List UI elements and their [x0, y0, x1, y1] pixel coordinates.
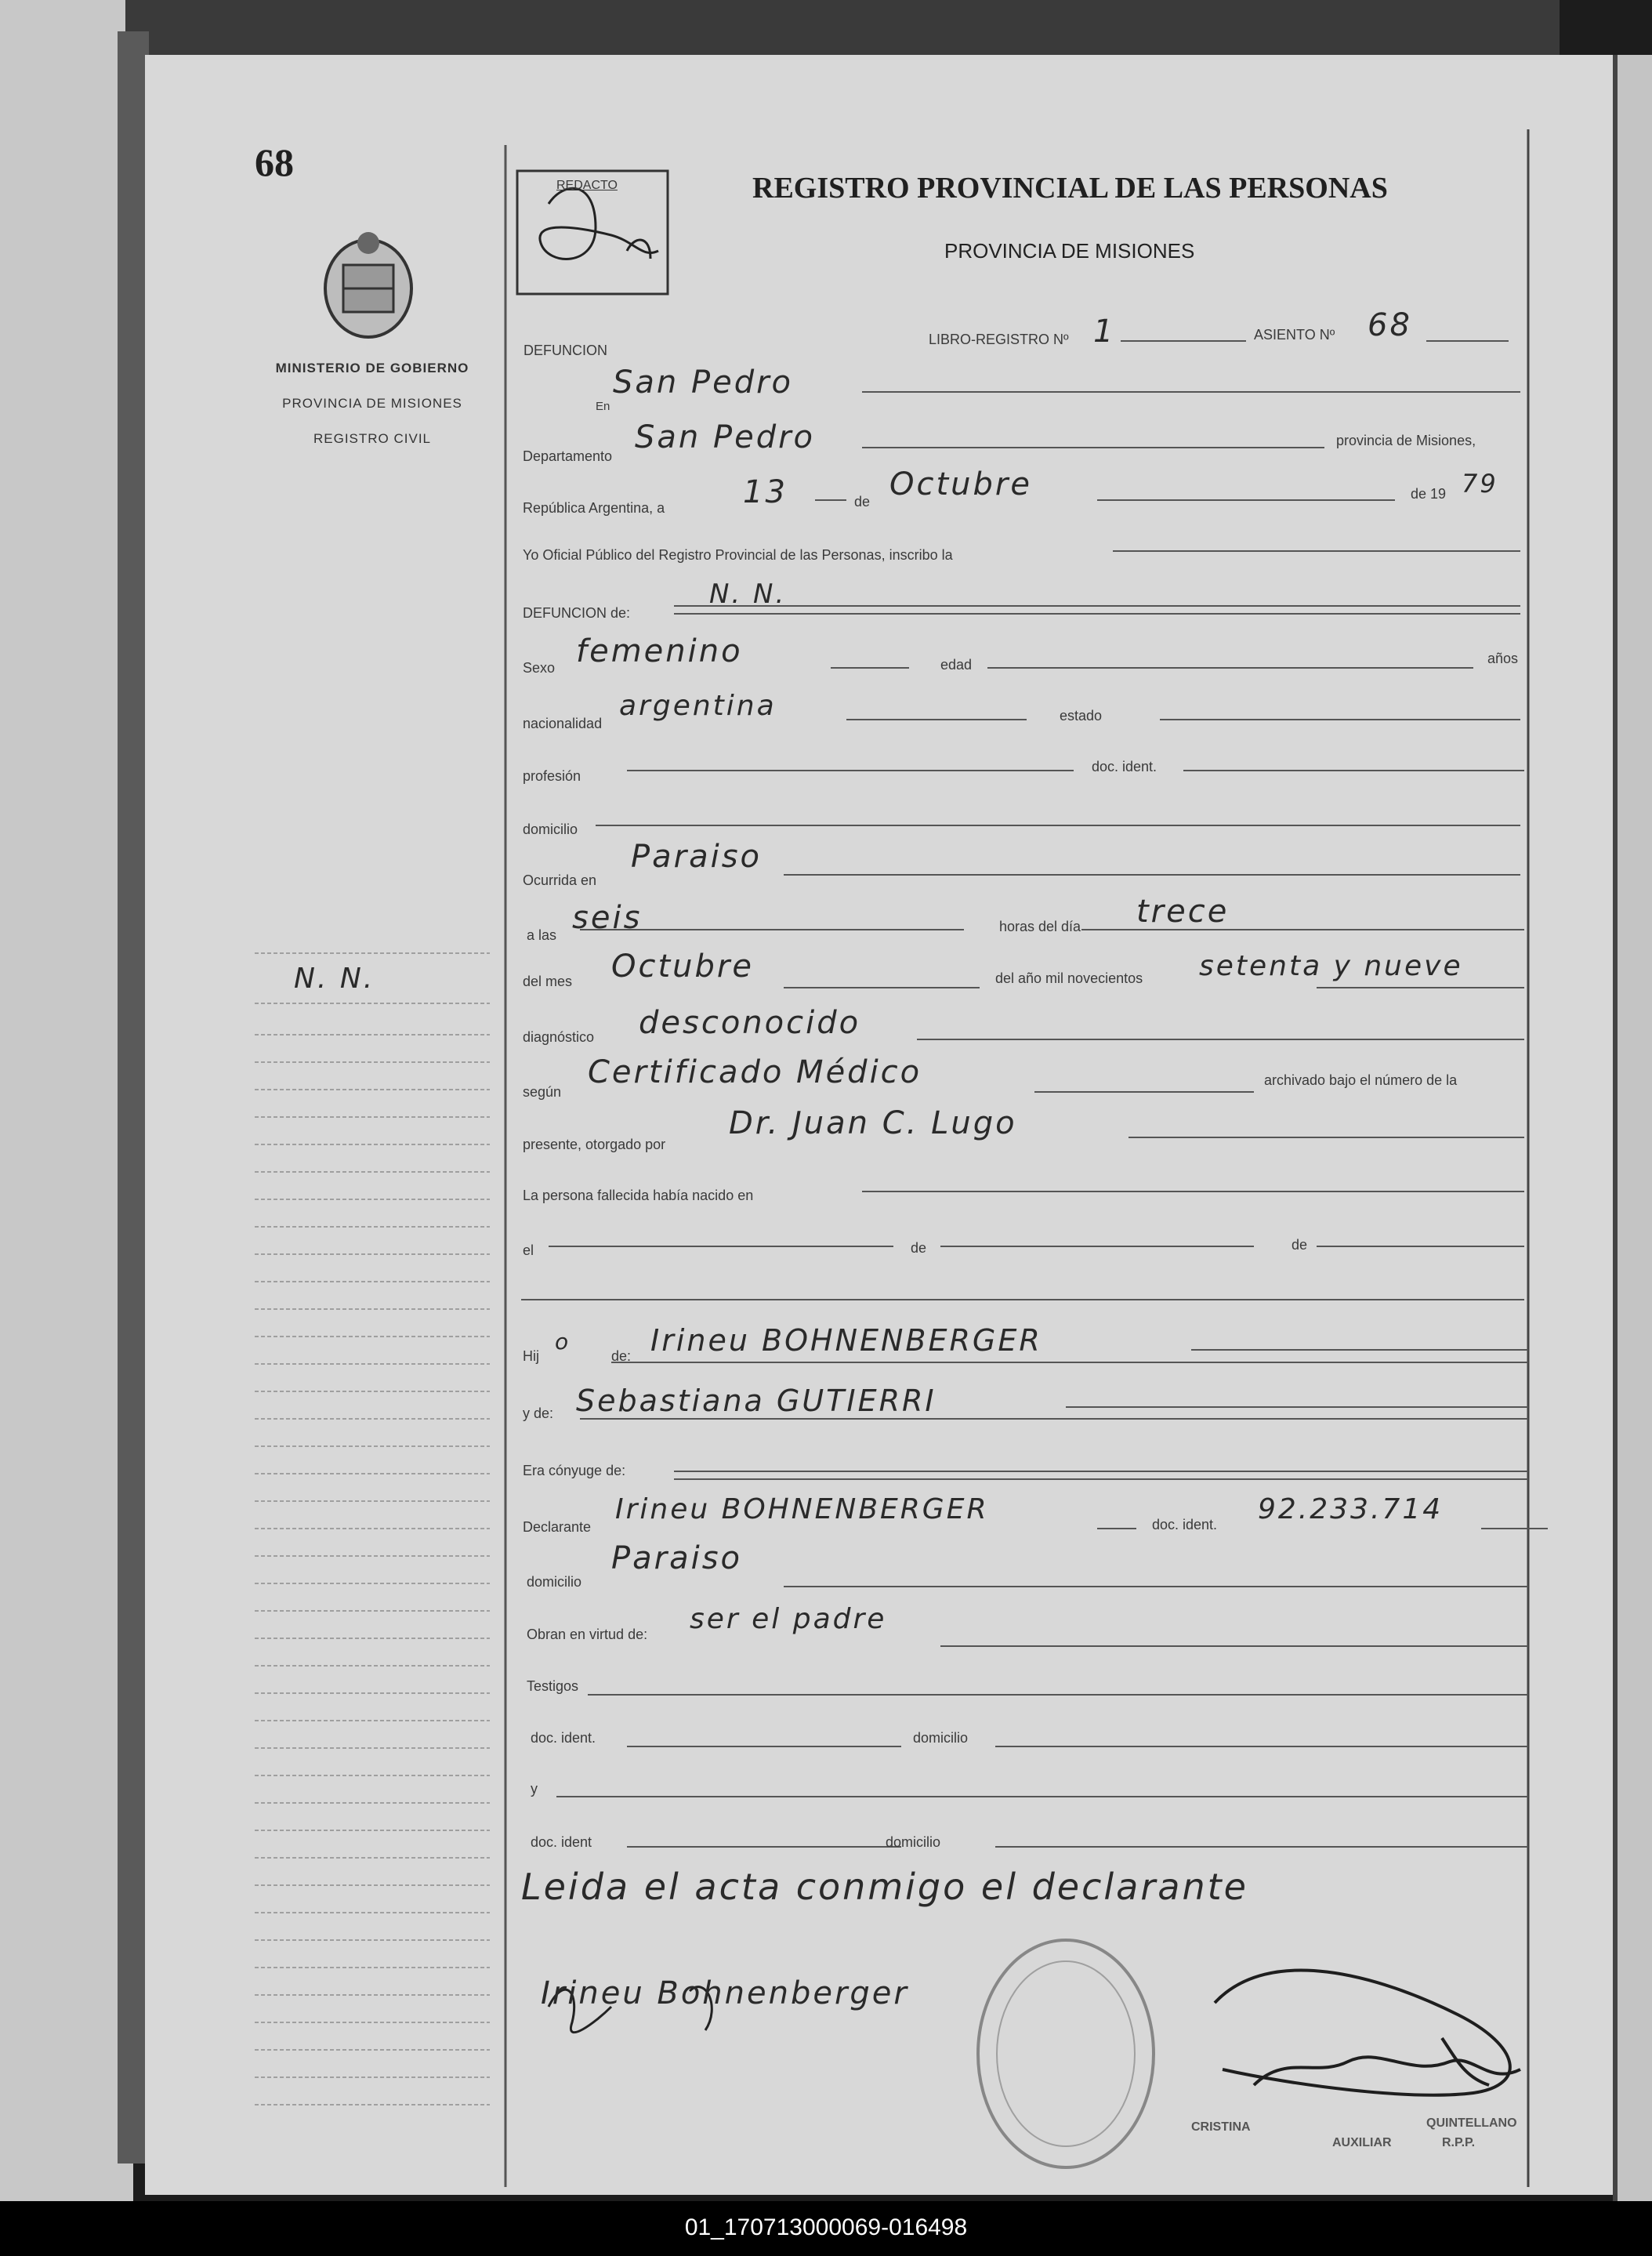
anos-label: años — [1487, 651, 1519, 666]
hij-value: o — [555, 1329, 571, 1355]
declarante-value: Irineu BOHNENBERGER — [615, 1493, 989, 1525]
de-colon-label: de: — [611, 1348, 632, 1364]
day-value: 13 — [743, 474, 788, 510]
ocurrida-label: Ocurrida en — [523, 872, 597, 888]
year-value: 79 — [1462, 469, 1498, 499]
defuncion-label: DEFUNCION — [523, 343, 607, 358]
seal-role-1: AUXILIAR — [1332, 2136, 1392, 2149]
testigo1-domicilio-label: domicilio — [913, 1730, 969, 1746]
horas-label: horas del día — [999, 919, 1081, 934]
declarant-signature: Irineu Bohnenberger — [541, 1975, 909, 2011]
document-subtitle: PROVINCIA DE MISIONES — [944, 239, 1195, 263]
estado-label: estado — [1060, 708, 1103, 724]
de-label-1: de — [854, 494, 871, 510]
declarante-doc-label: doc. ident. — [1152, 1517, 1218, 1532]
dia-value: trece — [1136, 894, 1230, 930]
y-de-label: y de: — [523, 1405, 554, 1421]
mes-value: Octubre — [611, 948, 754, 985]
padre-value: Irineu BOHNENBERGER — [650, 1323, 1042, 1358]
el-label: el — [523, 1242, 534, 1258]
redacto-label: REDACTO — [556, 179, 618, 192]
archivado-label: archivado bajo el número de la — [1264, 1072, 1458, 1088]
a-las-label: a las — [527, 927, 557, 943]
sexo-label: Sexo — [523, 660, 556, 676]
conyuge-label: Era cónyuge de: — [523, 1463, 626, 1478]
y-label: y — [531, 1781, 538, 1797]
obran-label: Obran en virtud de: — [527, 1627, 648, 1642]
departamento-value: San Pedro — [635, 419, 816, 455]
testigo1-doc-label: doc. ident. — [531, 1730, 596, 1746]
diagnostico-label: diagnóstico — [523, 1029, 595, 1045]
declarante-domicilio-value: Paraiso — [611, 1540, 743, 1576]
ministry-line-1: MINISTERIO DE GOBIERNO — [275, 361, 469, 375]
month-value: Octubre — [889, 466, 1032, 502]
year-prefix-label: de 19 — [1411, 486, 1447, 502]
ocurrida-value: Paraiso — [631, 839, 763, 875]
republica-label: República Argentina, a — [523, 500, 665, 516]
declarante-label: Declarante — [523, 1519, 592, 1535]
sexo-value: femenino — [576, 633, 743, 669]
domicilio-label: domicilio — [523, 822, 578, 837]
seal-role-2: R.P.P. — [1442, 2136, 1476, 2149]
nacionalidad-label: nacionalidad — [523, 716, 603, 731]
ministry-line-2: PROVINCIA DE MISIONES — [282, 396, 462, 411]
yo-oficial-label: Yo Oficial Público del Registro Provincial de las Personas, inscribo la — [523, 547, 953, 563]
nacionalidad-value: argentina — [619, 690, 777, 722]
obran-value: ser el padre — [690, 1603, 887, 1635]
doc-ident-label: doc. ident. — [1092, 759, 1157, 774]
document-title: REGISTRO PROVINCIAL DE LAS PERSONAS — [752, 172, 1388, 205]
segun-value: Certificado Médico — [588, 1054, 922, 1090]
page-number: 68 — [255, 140, 294, 184]
de-label-3: de — [1292, 1237, 1308, 1253]
ministry-line-3: REGISTRO CIVIL — [313, 431, 432, 446]
edad-label: edad — [940, 657, 973, 673]
declarante-domicilio-label: domicilio — [527, 1574, 582, 1590]
leida-text: Leida el acta conmigo el declarante — [521, 1866, 1248, 1908]
provincia-label: provincia de Misiones, — [1336, 433, 1476, 448]
presente-label: presente, otorgado por — [523, 1137, 666, 1152]
departamento-label: Departamento — [523, 448, 613, 464]
margin-note: N. N. — [294, 963, 375, 995]
del-ano-label: del año mil novecientos — [995, 970, 1143, 986]
ano-value: setenta y nueve — [1199, 950, 1463, 982]
otorgado-value: Dr. Juan C. Lugo — [729, 1105, 1017, 1141]
footer-filename: 01_170713000069-016498 — [684, 2214, 968, 2240]
profesion-label: profesión — [523, 768, 581, 784]
testigos-label: Testigos — [527, 1678, 579, 1694]
seal-name-1: CRISTINA — [1191, 2120, 1251, 2134]
defuncion-de-label: DEFUNCION de: — [523, 605, 631, 621]
en-value: San Pedro — [613, 365, 794, 401]
madre-value: Sebastiana GUTIERRI — [576, 1384, 936, 1418]
persona-label: La persona fallecida había nacido en — [523, 1188, 754, 1203]
libro-label: LIBRO-REGISTRO Nº — [929, 332, 1069, 347]
seal-name-2: QUINTELLANO — [1426, 2116, 1517, 2130]
en-label: En — [596, 400, 610, 413]
del-mes-label: del mes — [523, 974, 573, 989]
diagnostico-value: desconocido — [639, 1005, 861, 1041]
hij-label: Hij — [523, 1348, 539, 1364]
asiento-value: 68 — [1368, 307, 1412, 343]
asiento-label: ASIENTO Nº — [1254, 327, 1335, 343]
de-label-2: de — [911, 1240, 927, 1256]
defuncion-de-value: N. N. — [709, 579, 787, 610]
libro-value: 1 — [1093, 314, 1116, 350]
testigo2-doc-label: doc. ident — [531, 1834, 592, 1850]
testigo2-domicilio-label: domicilio — [886, 1834, 941, 1850]
segun-label: según — [523, 1084, 562, 1100]
a-las-value: seis — [572, 900, 643, 936]
declarante-doc-value: 92.233.714 — [1258, 1493, 1444, 1525]
